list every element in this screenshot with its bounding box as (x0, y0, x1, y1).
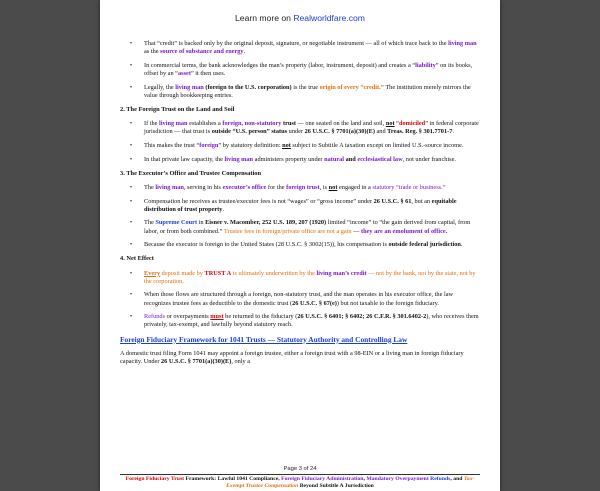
list-item: • The living man, serving in his executor’s office for the foreign trust, is not engaged in a statutory “trade or business.” (130, 184, 446, 191)
bullet-icon: • (130, 220, 133, 227)
bullet-icon: • (130, 270, 133, 277)
document-footer: Foreign Fiduciary Trust Framework: Lawful 1041 Compliance, Foreign Fiduciary Administration, Mandatory Overpayment Refunds, and Tax-Exempt Trustee Compensation Beyond Subtitle A Jurisdiction (125, 476, 475, 489)
bullet-icon: • (130, 41, 133, 47)
bullet-icon: • (130, 156, 133, 163)
page-number: Page 3 of 24 (283, 466, 317, 472)
bullet-icon: • (130, 121, 133, 128)
section-heading-3: 3. The Executor’s Office and Trustee Compensation (120, 169, 261, 177)
list-item: • Legally, the living man (foreign to the U.S. corporation) is the true origin of every “credit.” The institution merely mirrors the value through bookkeeping entries. (130, 83, 471, 99)
bullet-icon: • (130, 84, 133, 91)
closing-paragraph: A domestic trust filing Form 1041 may appoint a foreign trustee, either a foreign trust with a 98-EIN or a living man in foreign fiduciary capacity. Under 26 U.S.C. § 7701(a)(30)(E), only a (120, 349, 464, 365)
header-prefix: Learn more on (235, 13, 294, 23)
document-page (100, 0, 500, 491)
list-item: • Refunds or overpayments must be returned to the fiduciary (26 U.S.C. § 6401; § 6402; 26 C.F.R. § 301.6402-2), who receives them privately, tax-exempt, and lawfully beyond statutory reach. (130, 313, 479, 329)
list-item: • In commercial terms, the bank acknowledges the man’s property (labor, instrument, deposit) and creates a “liability” on its books, offset by an “asset” it then uses. (130, 61, 473, 77)
list-item: • Compensation he receives as trustee/executor fees is not “wages” or “gross income” under 26 U.S.C. § 61, but an equitable distribution of trust property. (130, 197, 457, 213)
list-item: • If the living man establishes a foreign, non-statutory trust — one seated on the land and soil, not “domiciled” in federal corporate jurisdiction — that trust is outside “U.S. person” status under 26 U.S.C. § 7701(a)(30)(E) and Treas. Reg. § 301.7701-7. (130, 120, 479, 136)
realworldfare-link[interactable]: Realworldfare.com (293, 13, 365, 23)
page-content (120, 40, 480, 366)
header-banner (100, 13, 500, 23)
list-item: • That “credit” is backed only by the original deposit, signature, or negotiable instrument — all of which trace back to the living man as the source of substance and energy. (130, 40, 477, 56)
bullet-icon: • (130, 292, 133, 299)
bullet-icon: • (130, 242, 133, 249)
footer-divider (120, 474, 480, 475)
section-heading-4: 4. Net Effect (120, 255, 154, 263)
list-item: • When those flows are structured through a foreign, non-statutory trust, and the man operates in his executor office, the law recognizes trustee fees as deductible to the domestic trust (26 U.S.C. § 67(e)) but not taxable to the foreign fiduciary. (130, 291, 454, 307)
section-heading-2: 2. The Foreign Trust on the Land and Soil (120, 106, 235, 113)
list-item: • The Supreme Court in Eisner v. Macomber, 252 U.S. 189, 207 (1920) limited “income” to “the gain derived from capital, from labor, or from both combined.” Trustee fees in foreign/private office are not a gain — they are an emolument of office. (130, 219, 471, 235)
bullet-icon: • (130, 185, 133, 191)
list-item: • In that private law capacity, the living man administers property under natural and ecclesiastical law, not under franchise. (130, 155, 456, 163)
list-item: • Because the executor is foreign to the United States (28 U.S.C. § 3002(15)), his compensation is outside federal jurisdiction. (130, 241, 463, 249)
bullet-icon: • (130, 314, 133, 321)
bullet-icon: • (130, 143, 133, 149)
list-item: • This makes the trust “foreign” by statutory definition: not subject to Subtitle A taxation except on limited U.S.-source income. (130, 142, 464, 149)
list-item: • Every deposit made by TRUST A is ultimately underwritten by the living man’s credit — not by the bank, not by the state, not by the corporation. (130, 269, 476, 285)
bullet-icon: • (130, 62, 133, 69)
bullet-icon: • (130, 198, 133, 205)
framework-heading-link[interactable]: Foreign Fiduciary Framework for 1041 Trusts — Statutory Authority and Controlling Law (120, 334, 408, 344)
